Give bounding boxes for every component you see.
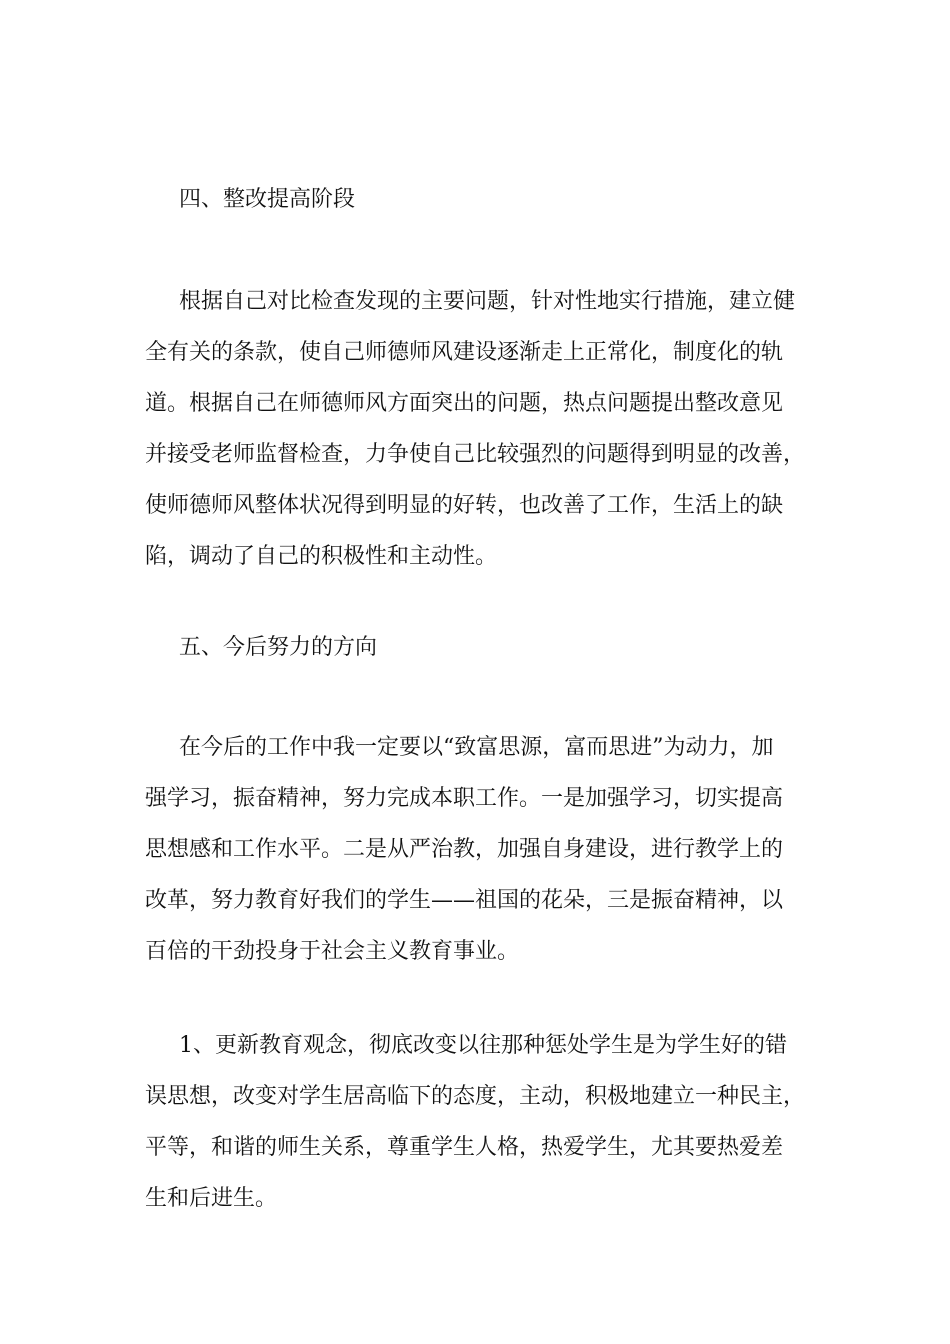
section-heading-4: 四、整改提高阶段 <box>179 187 356 212</box>
paragraph-line: 1、更新教育观念，彻底改变以往那种惩处学生是为学生好的错 <box>179 1033 787 1058</box>
paragraph-line: 陷，调动了自己的积极性和主动性。 <box>145 544 498 569</box>
paragraph-line: 使师德师风整体状况得到明显的好转，也改善了工作，生活上的缺 <box>145 493 784 518</box>
paragraph-line: 全有关的条款，使自己师德师风建设逐渐走上正常化，制度化的轨 <box>145 340 784 365</box>
paragraph-line: 改革，努力教育好我们的学生——祖国的花朵，三是振奋精神，以 <box>145 888 784 913</box>
paragraph-line: 百倍的干劲投身于社会主义教育事业。 <box>145 939 520 964</box>
section-heading-5: 五、今后努力的方向 <box>179 635 378 660</box>
paragraph-line: 误思想，改变对学生居高临下的态度，主动，积极地建立一种民主， <box>145 1084 806 1109</box>
paragraph-line: 生和后进生。 <box>145 1186 278 1211</box>
paragraph-line: 思想感和工作水平。二是从严治教，加强自身建设，进行教学上的 <box>145 837 784 862</box>
paragraph-line: 并接受老师监督检查，力争使自己比较强烈的问题得到明显的改善， <box>145 442 806 467</box>
paragraph-rectification <box>145 276 825 582</box>
paragraph-line: 在今后的工作中我一定要以“致富思源，富而思进”为动力，加 <box>179 735 774 760</box>
paragraph-item-1 <box>145 1020 825 1224</box>
paragraph-future-direction <box>145 722 825 977</box>
paragraph-line: 强学习，振奋精神，努力完成本职工作。一是加强学习，切实提高 <box>145 786 784 811</box>
paragraph-line: 根据自己对比检查发现的主要问题，针对性地实行措施，建立健 <box>179 289 796 314</box>
paragraph-line: 平等，和谐的师生关系，尊重学生人格，热爱学生，尤其要热爱差 <box>145 1135 784 1160</box>
paragraph-line: 道。根据自己在师德师风方面突出的问题，热点问题提出整改意见 <box>145 391 784 416</box>
